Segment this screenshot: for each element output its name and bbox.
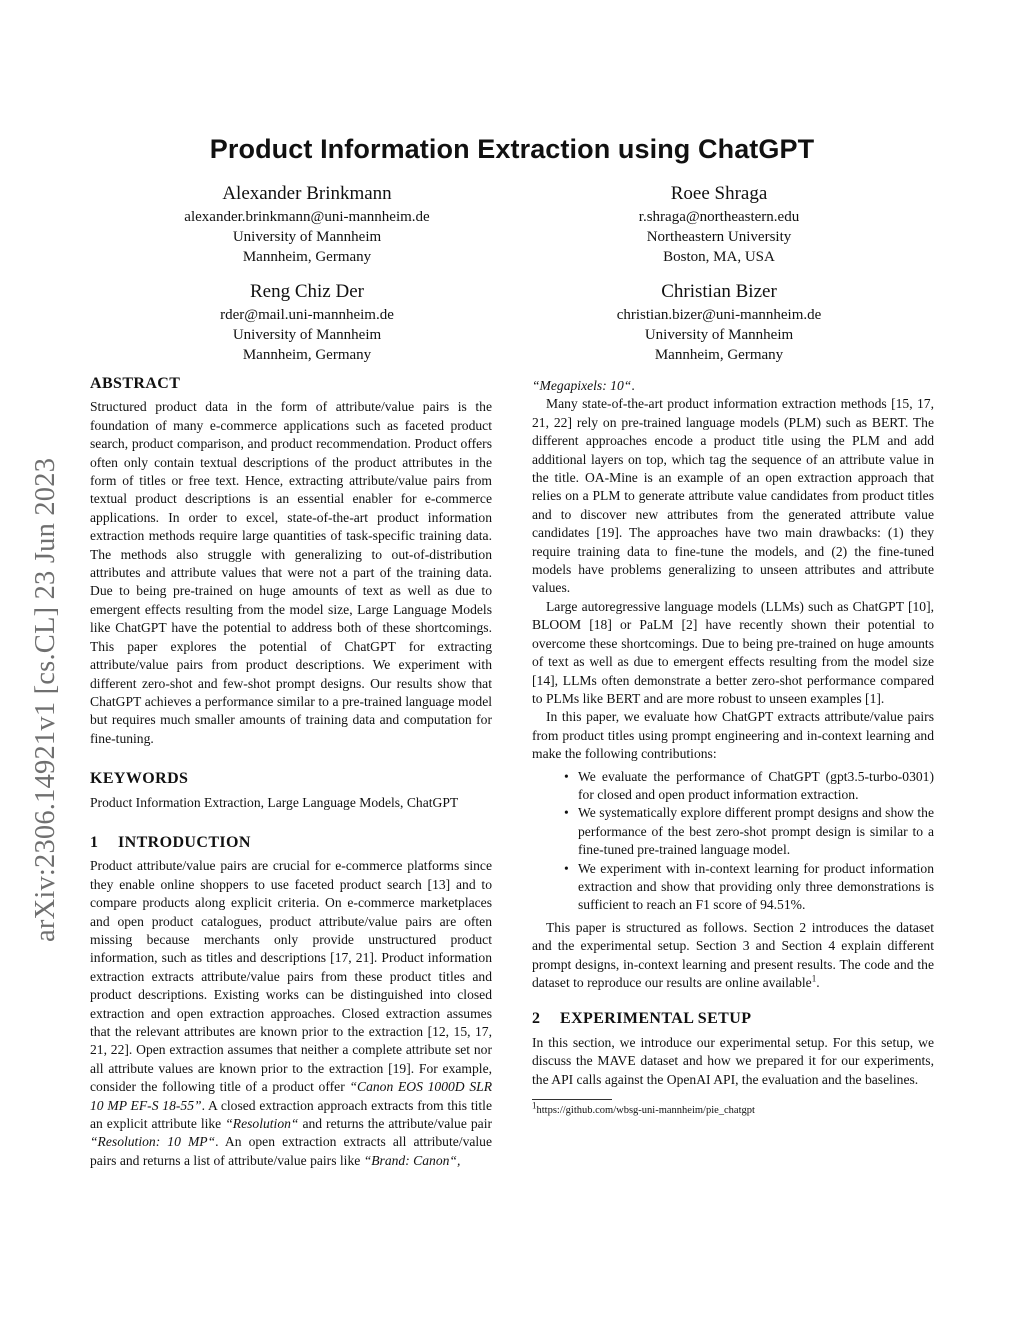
author-block [127,281,487,365]
example-attribute: “Resolution“ [225,1116,299,1132]
author-location: Boston, MA, USA [663,249,775,265]
arxiv-identifier[interactable]: arXiv:2306.14921v1 [cs.CL] 23 Jun 2023 [30,457,61,942]
section-number: 1 [90,833,99,851]
author-email[interactable]: r.shraga@northeastern.edu [638,209,800,225]
right-column [532,377,934,1118]
author-name: Roee Shraga [670,183,768,204]
section-title: INTRODUCTION [118,833,251,851]
footnote-marker[interactable]: 1 [811,973,817,984]
intro-paragraph-3: Large autoregressive language models (LLMs) such as ChatGPT [10], BLOOM [18] or PaLM [2] have recently shown their potential to overcome these shortcomings. Due to being pre-trained on huge amounts of text as well as due to emergent effects resulting from the model size [14], LLMs often demonstrate a better zero-shot performance compared to PLMs like BERT and are more robust to unseen examples [1]. [532,598,934,706]
example-pair: “Resolution: 10 MP“ [90,1134,216,1150]
list-item: • We evaluate the performance of ChatGPT (gpt3.5-turbo-0301) for closed and open product information extraction. [564,768,934,802]
keywords-text: Product Information Extraction, Large Language Models, ChatGPT [90,794,459,810]
author-affiliation: University of Mannheim [644,327,794,343]
author-name: Christian Bizer [661,281,777,302]
author-affiliation: University of Mannheim [232,327,382,343]
left-column [90,375,492,1170]
footnote-divider [532,1099,612,1100]
abstract-text: Structured product data in the form of attribute/value pairs is the foundation of many e-commerce applications such as faceted product search, product comparison, and product recommendation. Product offers often only contain textual descriptions of the product attributes in the form of titles or free text. Hence, extracting attribute/value pairs from textual product descriptions is an essential enabler for e-commerce applications. In order to excel, state-of-the-art product information extraction methods require large quantities of task-specific training data. The methods also struggle with generalizing to out-of-distribution attributes and attribute values that were not a part of the training data. Due to being pre-trained on huge amounts of text as well as due to emergent effects resulting from the model size, Large Language Models like ChatGPT have the potential to address both of these shortcomings. This paper explores the potential of ChatGPT for extracting attribute/value pairs from product descriptions. We experiment with different zero-shot and few-shot prompt designs. Our results show that ChatGPT achieves a performance similar to a pre-trained language model but requires much smaller amounts of training data and computation for fine-tuning. [90,399,492,746]
author-block [539,183,899,267]
keywords-heading: KEYWORDS [90,770,189,788]
intro-paragraph-1-continued: “Megapixels: 10“. [532,378,635,393]
author-block [127,183,487,267]
footnote-number: 1 [532,1100,537,1111]
section-heading-experimental-setup [532,1010,934,1028]
bullet-icon: • [564,805,569,821]
bullet-icon: • [564,860,569,876]
author-affiliation: University of Mannheim [232,229,382,245]
author-block [539,281,899,365]
section-heading-introduction [90,834,492,852]
intro-paragraph-1: Product attribute/value pairs are crucial for e-commerce platforms since they enable online shoppers to use faceted product search [13] and to compare products along explicit criteria. On e-commerce marketplaces and open product catalogues, product attribute/value pairs are often missing because merchants only provide unstructured product information, such as titles and descriptions [17, 21]. Product information extraction extracts attribute/value pairs from these product titles and product descriptions. Existing works can be distinguished into closed extraction and open extraction approaches. Closed extraction assumes that the relevant attributes are known prior to the extraction [12, 15, 17, 21, 22]. Open extraction assumes that neither a complete attribute set nor all attribute values are known prior to the extraction [19]. For example, consider the following title of a product offer “Canon EOS 1000D SLR 10 MP EF-S 18-55”. A closed extraction approach extracts from this title an explicit attribute like “Resolution“ and returns the attribute/value pair “Resolution: 10 MP“. An open extraction extracts all attribute/value pairs and returns a list of attribute/value pairs like “Brand: Canon“, [90,858,493,1168]
author-affiliation: Northeastern University [646,229,792,245]
author-location: Mannheim, Germany [654,347,784,363]
intro-paragraph-2: Many state-of-the-art product information extraction methods [15, 17, 21, 22] rely on pre-trained language models (PLM) such as BERT. The different approaches encode a product title using the PLM and add additional layers on top, which tag the sequence of an attribute value in the title. OA-Mine is an example of an open extraction approach that relies on a PLM to generate attribute value candidates from product titles and to discover new attributes from the generated attribute value candidates [19]. The approaches have two main drawbacks: (1) they require training data to fine-tune the models, and (2) the fine-tuned models have problems generalizing to unseen attributes and attribute values. [532,396,934,596]
example-pair-list: “Brand: Canon“, [363,1152,461,1168]
example-product-title: “Canon EOS 1000D SLR 10 MP EF-S 18-55” [90,1079,493,1113]
intro-paragraph-4: In this paper, we evaluate how ChatGPT extracts attribute/value pairs from product titles using prompt engineering and in-context learning and make the following contributions: [532,709,934,762]
author-name: Reng Chiz Der [250,281,364,302]
paper-title: Product Information Extraction using ChatGPT [209,134,815,164]
abstract-heading: ABSTRACT [90,375,181,392]
footnote [532,1100,934,1118]
intro-paragraph-5: This paper is structured as follows. Section 2 introduces the dataset and the experimental setup. Section 3 and Section 4 explain different prompt designs, in-context learning and present results. The code and the dataset to reproduce our results are online available$^1$. [532,919,934,990]
section-title: EXPERIMENTAL SETUP [560,1010,752,1028]
example-pair-list: “Megapixels: 10“ [532,378,632,393]
setup-paragraph-1: In this section, we introduce our experimental setup. For this setup, we discuss the MAVE dataset and how we prepared it for our experiments, the API calls against the OpenAI API, the evaluation and the baselines. [532,1034,934,1087]
author-email[interactable]: rder@mail.uni-mannheim.de [220,307,394,323]
list-item: • We systematically explore different prompt designs and show the performance of the best zero-shot prompt design is similar to a fine-tuned pre-trained language model. [564,805,934,858]
author-email[interactable]: christian.bizer@uni-mannheim.de [616,307,822,323]
list-item: • We experiment with in-context learning for product information extraction and show that providing only three demonstrations is sufficient to reach an F1 score of 94.51%. [564,860,934,913]
author-name: Alexander Brinkmann [222,183,392,204]
author-email[interactable]: alexander.brinkmann@uni-mannheim.de [184,209,430,225]
author-location: Mannheim, Germany [242,347,372,363]
section-number: 2 [532,1010,541,1028]
bullet-icon: • [564,768,569,784]
author-location: Mannheim, Germany [242,249,372,265]
contributions-list [532,768,934,915]
footnote-link[interactable]: https://github.com/wbsg-uni-mannheim/pie_chatgpt [536,1105,755,1117]
